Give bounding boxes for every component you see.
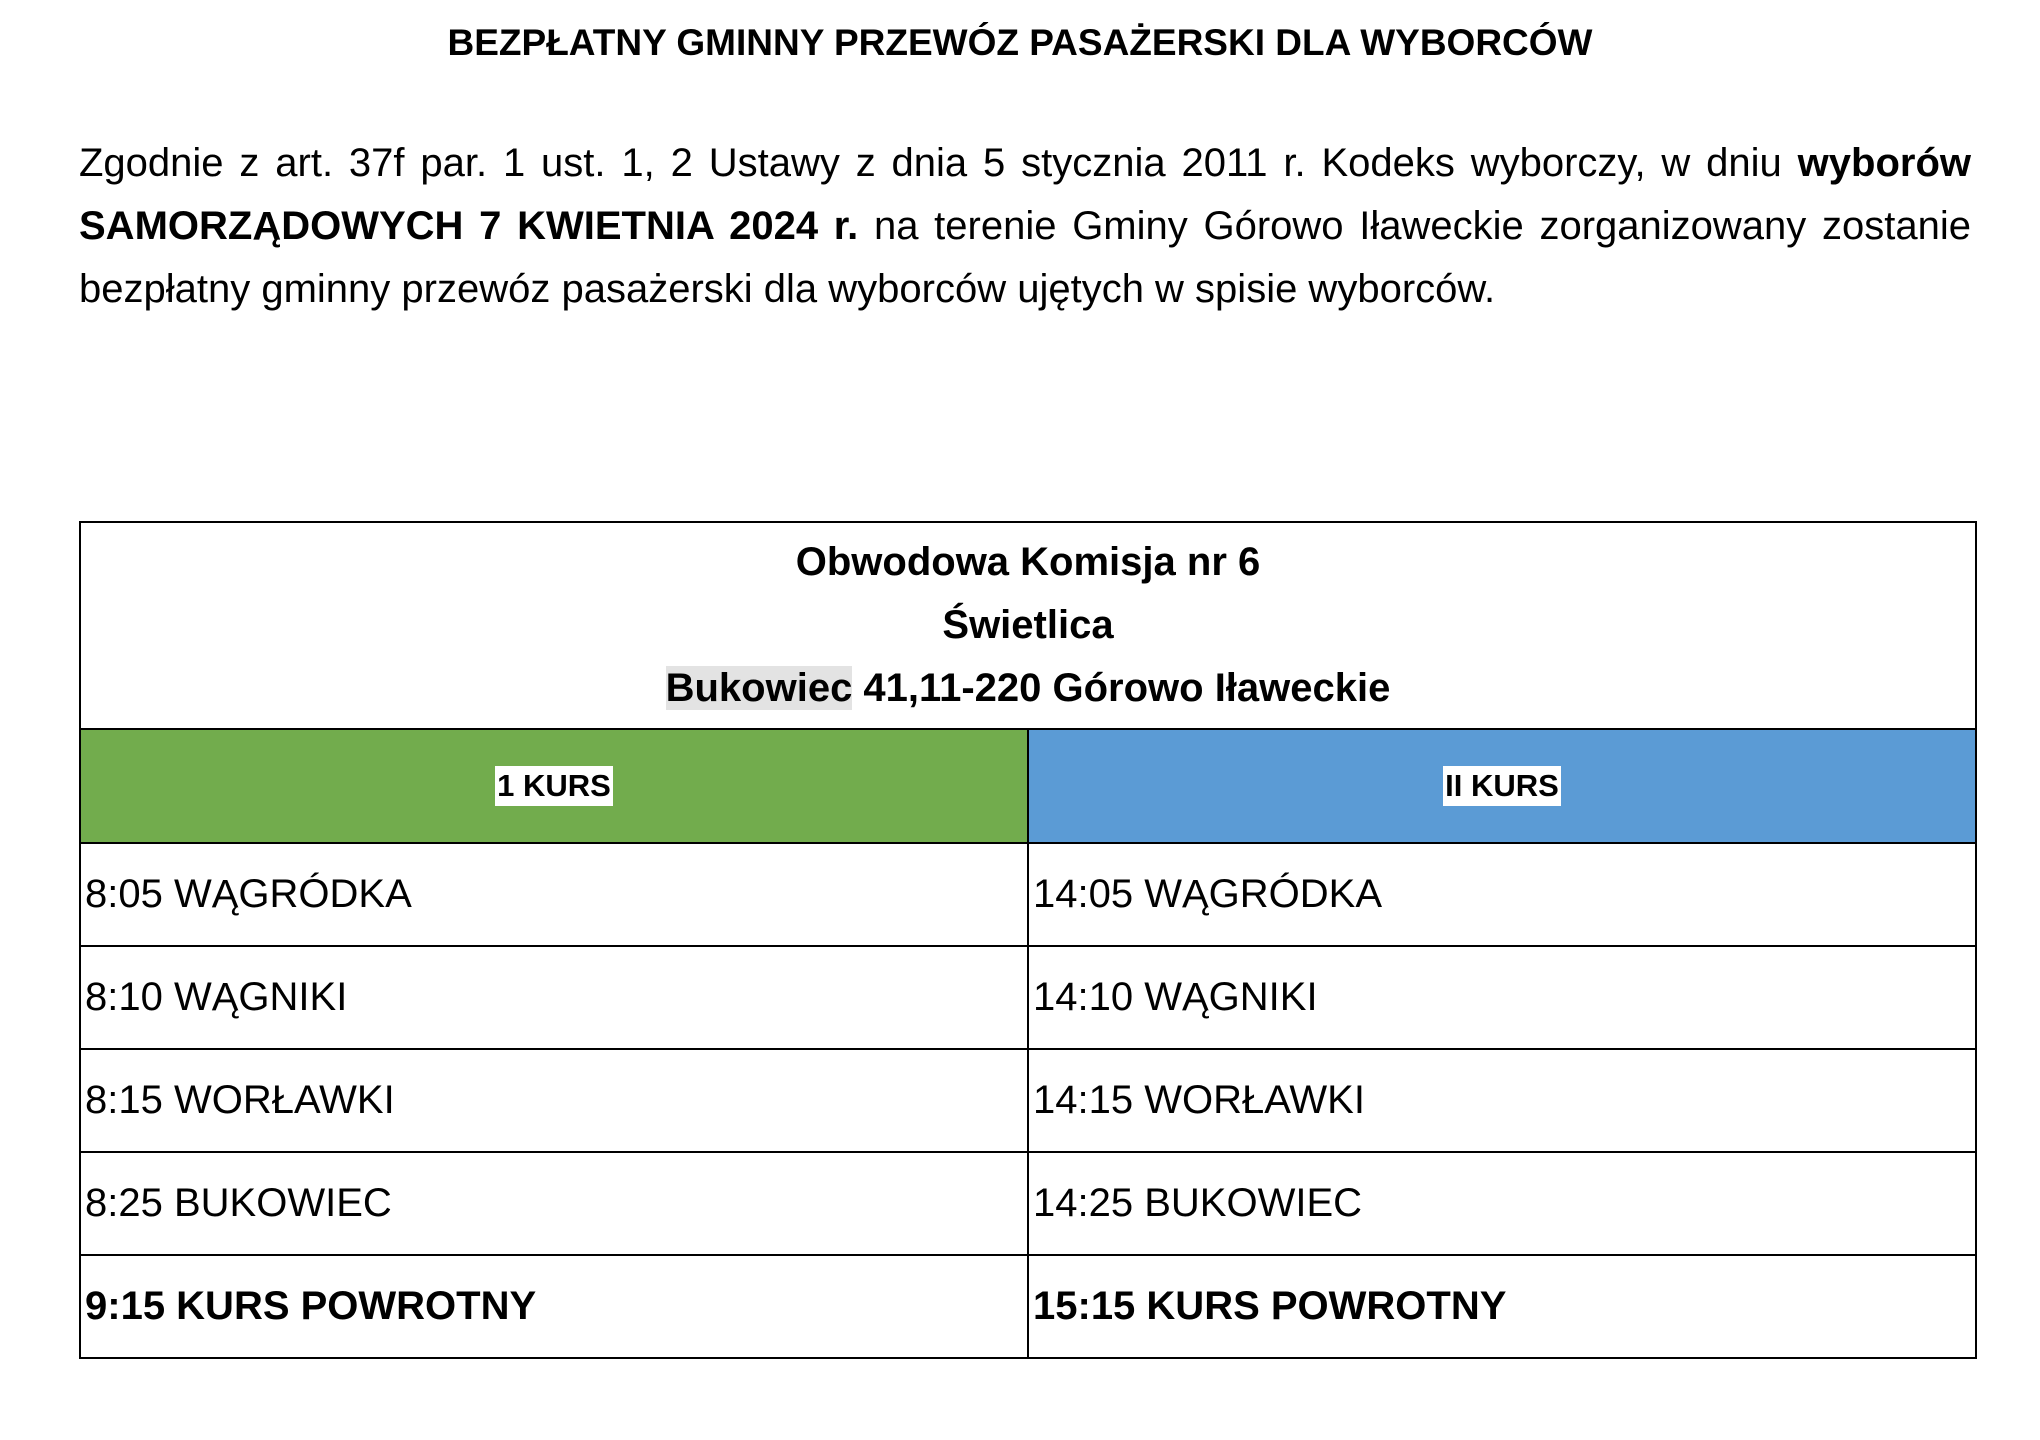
table-row [80,1049,1976,1152]
intro-text-part1: Zgodnie z art. 37f par. 1 ust. 1, 2 Ustawy z dnia 5 stycznia 2011 r. Kodeks wyborczy, w dniu [79,141,1798,185]
table-row-return [80,1255,1976,1358]
kurs-2-stop: 14:10 WĄGNIKI [1028,946,1976,1049]
kurs-1-stop: 8:15 WORŁAWKI [80,1049,1028,1152]
kurs-1-stop: 8:25 BUKOWIEC [80,1152,1028,1255]
address-highlight: Bukowiec [665,666,853,710]
schedule-table [79,521,1977,1359]
kurs-2-label: II KURS [1443,766,1561,806]
kurs-2-return: 15:15 KURS POWROTNY [1028,1255,1976,1358]
document-title: BEZPŁATNY GMINNY PRZEWÓZ PASAŻERSKI DLA WYBORCÓW [447,22,1593,63]
address-rest: 41,11-220 Górowo Iławeckie [852,666,1391,710]
kurs-1-stop: 8:10 WĄGNIKI [80,946,1028,1049]
kurs-1-label: 1 KURS [495,766,613,806]
kurs-1-header [80,729,1028,843]
kurs-1-stop: 8:05 WĄGRÓDKA [80,843,1028,946]
table-header-row [80,522,1976,729]
kurs-header-row [80,729,1976,843]
venue-address [81,657,1975,720]
commission-name: Obwodowa Komisja nr 6 [795,540,1261,584]
kurs-2-stop: 14:25 BUKOWIEC [1028,1152,1976,1255]
intro-text-part2: na terenie Gminy Górowo Iławeckie zorganizowany zostanie bezpłatny gminny przewóz pasażerski dla wyborców ujętych w spisie wyborców. [79,204,1971,311]
table-row [80,946,1976,1049]
kurs-2-header [1028,729,1976,843]
kurs-2-stop: 14:05 WĄGRÓDKA [1028,843,1976,946]
table-row [80,843,1976,946]
table-row [80,1152,1976,1255]
kurs-1-return: 9:15 KURS POWROTNY [80,1255,1028,1358]
intro-text-bold: wyborów SAMORZĄDOWYCH 7 KWIETNIA 2024 r. [79,141,1971,248]
commission-header-cell [80,522,1976,729]
intro-paragraph [79,132,1971,321]
venue-name: Świetlica [942,603,1114,647]
kurs-2-stop: 14:15 WORŁAWKI [1028,1049,1976,1152]
